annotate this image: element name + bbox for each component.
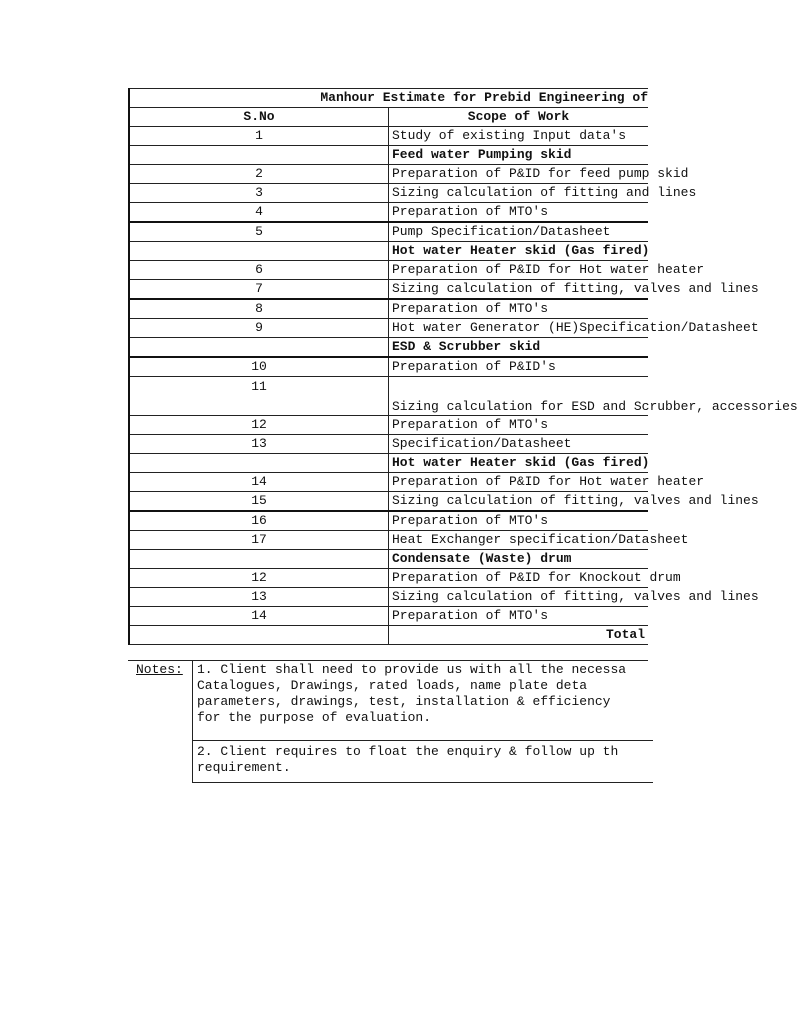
row-scope: Hot water Generator (HE)Specification/Datasheet [389, 319, 649, 338]
section-row [129, 454, 648, 473]
note-1-line: parameters, drawings, test, installation & efficiency [197, 694, 611, 709]
row-sno: 2 [129, 165, 389, 184]
row-sno: 1 [129, 127, 389, 146]
row-sno [129, 454, 389, 473]
section-row [129, 338, 648, 358]
table-row [129, 222, 648, 242]
table-row [129, 492, 648, 512]
note-2-line: 2. Client requires to float the enquiry & follow up th [197, 744, 619, 759]
row-scope: Preparation of MTO's [389, 511, 649, 531]
row-sno [129, 338, 389, 358]
row-scope: Preparation of P&ID for Knockout drum [389, 569, 649, 588]
table-title: Manhour Estimate for Prebid Engineering of [129, 89, 648, 108]
row-sno [129, 550, 389, 569]
note-2 [192, 740, 653, 783]
table-row [129, 416, 648, 435]
table-row [129, 377, 648, 416]
notes-label: Notes: [136, 662, 183, 677]
row-scope: Specification/Datasheet [389, 435, 649, 454]
total-row [129, 626, 648, 645]
total-label: Total [389, 626, 649, 645]
row-sno: 11 [129, 377, 389, 416]
row-sno: 4 [129, 203, 389, 223]
section-title: Condensate (Waste) drum [389, 550, 649, 569]
table-row [129, 607, 648, 626]
table-row [129, 473, 648, 492]
note-1-line: Catalogues, Drawings, rated loads, name plate deta [197, 678, 588, 693]
row-sno: 14 [129, 473, 389, 492]
row-sno: 6 [129, 261, 389, 280]
row-scope: Preparation of P&ID for Hot water heater [389, 473, 649, 492]
total-sno [129, 626, 389, 645]
row-sno: 17 [129, 531, 389, 550]
row-scope: Sizing calculation of fitting, valves and lines [389, 492, 649, 512]
row-sno: 13 [129, 435, 389, 454]
table-row [129, 261, 648, 280]
row-sno: 13 [129, 588, 389, 607]
row-sno: 16 [129, 511, 389, 531]
table-title-row [129, 89, 648, 108]
table-row [129, 165, 648, 184]
row-sno: 7 [129, 280, 389, 300]
estimate-sheet [128, 88, 798, 645]
row-sno: 5 [129, 222, 389, 242]
row-scope: Sizing calculation of fitting, valves and lines [389, 280, 649, 300]
note-1-line: 1. Client shall need to provide us with all the necessa [197, 662, 627, 677]
row-sno: 10 [129, 357, 389, 377]
section-title: Hot water Heater skid (Gas fired) [389, 242, 649, 261]
header-row [129, 108, 648, 127]
table-row [129, 280, 648, 300]
table-row [129, 357, 648, 377]
row-sno: 8 [129, 299, 389, 319]
row-scope: Heat Exchanger specification/Datasheet [389, 531, 649, 550]
table-row [129, 531, 648, 550]
section-row [129, 550, 648, 569]
section-row [129, 242, 648, 261]
row-scope: Study of existing Input data's [389, 127, 649, 146]
table-row [129, 184, 648, 203]
row-scope: Preparation of MTO's [389, 299, 649, 319]
row-sno: 9 [129, 319, 389, 338]
row-scope: Preparation of P&ID for Hot water heater [389, 261, 649, 280]
table-row [129, 511, 648, 531]
table-row [129, 203, 648, 223]
row-scope: Preparation of P&ID's [389, 357, 649, 377]
row-sno [129, 146, 389, 165]
table-row [129, 588, 648, 607]
section-title: Feed water Pumping skid [389, 146, 649, 165]
row-scope: Preparation of MTO's [389, 416, 649, 435]
table-row [129, 127, 648, 146]
table-row [129, 569, 648, 588]
row-sno [129, 242, 389, 261]
note-1 [192, 660, 653, 741]
row-sno: 12 [129, 416, 389, 435]
row-scope: Sizing calculation for ESD and Scrubber, accessories [389, 377, 649, 416]
section-row [129, 146, 648, 165]
table-row [129, 319, 648, 338]
note-1-line: for the purpose of evaluation. [197, 710, 432, 725]
row-scope: Preparation of MTO's [389, 203, 649, 223]
row-scope: Preparation of MTO's [389, 607, 649, 626]
section-title: Hot water Heater skid (Gas fired) [389, 454, 649, 473]
row-scope: Sizing calculation of fitting, valves and lines [389, 588, 649, 607]
row-sno: 12 [129, 569, 389, 588]
row-sno: 15 [129, 492, 389, 512]
row-scope: Sizing calculation of fitting and lines [389, 184, 649, 203]
column-header-sno: S.No [129, 108, 389, 127]
row-scope: Pump Specification/Datasheet [389, 222, 649, 242]
note-2-line: requirement. [197, 760, 291, 775]
manhour-table [128, 88, 798, 645]
table-row [129, 435, 648, 454]
table-row [129, 299, 648, 319]
row-sno: 3 [129, 184, 389, 203]
row-sno: 14 [129, 607, 389, 626]
row-scope: Preparation of P&ID for feed pump skid [389, 165, 649, 184]
section-title: ESD & Scrubber skid [389, 338, 649, 358]
column-header-scope: Scope of Work [389, 108, 649, 127]
